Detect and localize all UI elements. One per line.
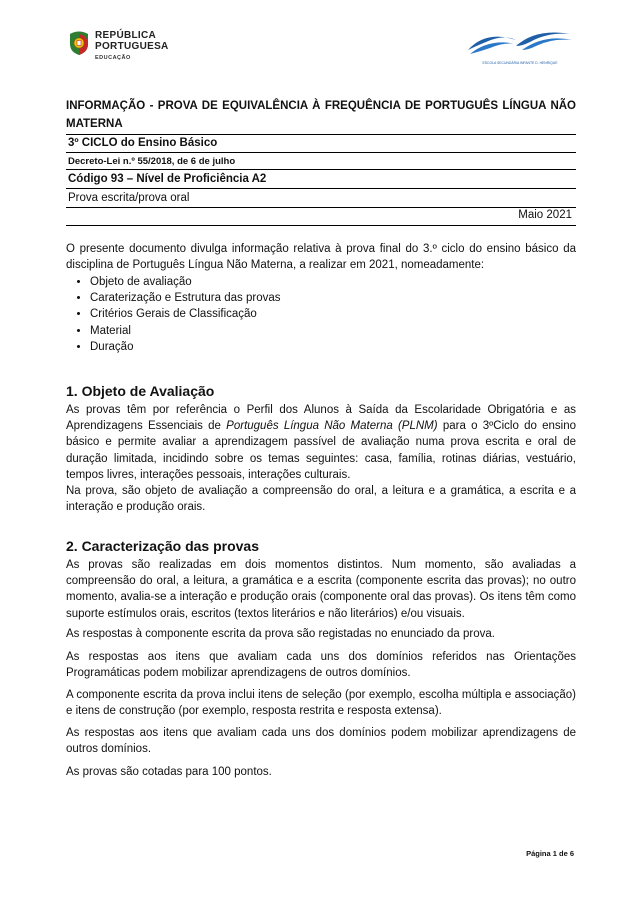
section2-heading: 2. Caracterização das provas	[66, 538, 259, 554]
section2-paragraph6: As provas são cotadas para 100 pontos.	[66, 766, 272, 778]
section1-heading: 1. Objeto de Avaliação	[66, 383, 215, 399]
school-logo-caption: ESCOLA SECUNDÁRIA INFANTE D. HENRIQUE	[482, 61, 558, 65]
document-title: INFORMAÇÃO - PROVA DE EQUIVALÊNCIA À FREQUÊNCIA DE PORTUGUÊS LÍNGUA NÃO MATERNA	[66, 100, 576, 130]
section2-paragraph2: As respostas à componente escrita da prova são registadas no enunciado da prova.	[66, 628, 495, 640]
page-number: Página 1 de 6	[526, 849, 574, 858]
exam-type-label: Prova escrita/prova oral	[68, 192, 190, 204]
section1-paragraph1: As provas têm por referência o Perfil dos Alunos à Saída da Escolaridade Obrigatória e as Aprendizagens Essenciais de Português Língua Não Materna (PLNM) para o 3ºCiclo do ensino básico e permite avaliar a aprendizagem passível de avaliação numa prova escrita e oral de duração limitada, incidindo sobre os temas seguintes: casa, família, rotinas diárias, vestuário, tempos livres, interações pessoais, interações culturais.	[66, 404, 576, 481]
intro-list	[76, 274, 280, 355]
decree-label: Decreto-Lei n.º 55/2018, de 6 de julho	[68, 156, 236, 167]
list-item: • Critérios Gerais de Classificação	[90, 306, 280, 322]
section2-paragraph4: A componente escrita da prova inclui itens de seleção (por exemplo, escolha múltipla e associação) e itens de construção (por exemplo, resposta restrita e resposta extensa).	[66, 689, 576, 718]
list-item: • Objeto de avaliação	[90, 274, 280, 290]
code-label: Código 93 – Nível de Proficiência A2	[68, 173, 267, 185]
logo-text-line1: REPÚBLICA	[95, 30, 157, 41]
intro-paragraph: O presente documento divulga informação relativa à prova final do 3.º ciclo do ensino básico da disciplina de Português Língua Não Materna, a realizar em 2021, nomeadamente:	[66, 243, 576, 272]
coat-of-arms-icon	[68, 30, 90, 56]
divider	[66, 169, 576, 170]
divider	[66, 225, 576, 226]
section2-paragraph5: As respostas aos itens que avaliam cada uns dos domínios podem mobilizar aprendizagens de outros domínios.	[66, 727, 576, 756]
logo-text-line2: PORTUGUESA	[95, 41, 169, 52]
school-logo	[466, 28, 574, 68]
list-item: • Material	[90, 323, 280, 339]
list-item: • Caraterização e Estrutura das provas	[90, 290, 280, 306]
divider	[66, 134, 576, 135]
wave-logo-icon	[466, 28, 574, 68]
date-label: Maio 2021	[518, 209, 572, 221]
cycle-label: 3º CICLO do Ensino Básico	[68, 137, 218, 149]
list-item: • Duração	[90, 339, 280, 355]
divider	[66, 152, 576, 153]
divider	[66, 188, 576, 189]
divider	[66, 207, 576, 208]
logo-text-line3: EDUCAÇÃO	[95, 55, 131, 61]
section2-paragraph1: As provas são realizadas em dois momentos distintos. Num momento, são avaliadas a compreensão do oral, a leitura, a gramática e a escrita (componente escrita das provas); no outro momento, avalia-se a interação e produção orais (componente oral das provas). Os itens têm como suporte estímulos orais, escritos (textos literários e não literários) e/ou visuais.	[66, 559, 576, 620]
section1-paragraph2: Na prova, são objeto de avaliação a compreensão do oral, a leitura e a gramática, a escrita e a interação e produção orais.	[66, 485, 576, 514]
section2-paragraph3: As respostas aos itens que avaliam cada uns dos domínios referidos nas Orientações Programáticas podem mobilizar aprendizagens de outros domínios.	[66, 651, 576, 680]
republic-logo	[68, 28, 198, 68]
